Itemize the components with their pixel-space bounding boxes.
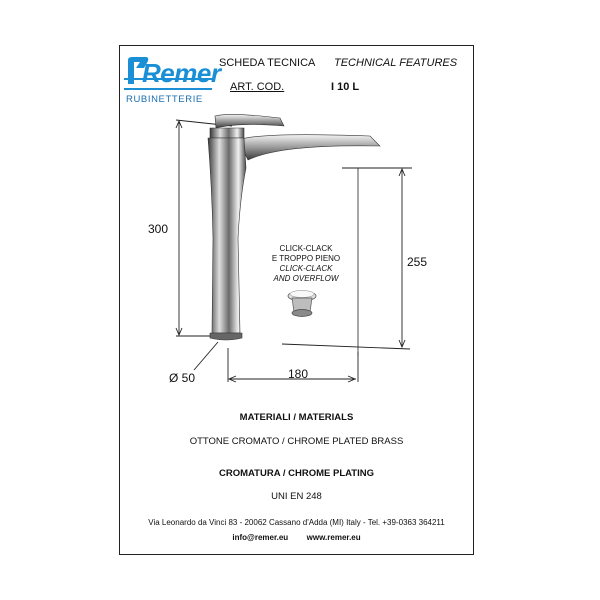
note-it-line-2: E TROPPO PIENO [271, 254, 341, 263]
diameter-label: Ø 50 [169, 371, 196, 385]
logo-rule-bottom [124, 88, 212, 90]
materials-title: MATERIALI / MATERIALS [239, 412, 354, 423]
footer-website[interactable]: www.remer.eu [306, 533, 361, 542]
height-spout-label: 255 [407, 255, 428, 269]
logo-word: Remer [142, 58, 221, 88]
footer-email[interactable]: info@remer.eu [232, 533, 289, 542]
footer-contacts [120, 533, 473, 542]
click-clack-drain-icon [288, 291, 316, 317]
note-it-line-1: CLICK-CLACK [279, 244, 333, 253]
plating-title: CROMATURA / CHROME PLATING [219, 468, 374, 479]
technical-sheet [119, 45, 474, 555]
header-scheda: SCHEDA TECNICA [219, 57, 316, 69]
header-art-code: I 10 L [331, 81, 360, 93]
brand-logo [124, 54, 221, 116]
click-clack-note [256, 244, 356, 284]
reach-label: 180 [288, 367, 309, 381]
header-art-label: ART. COD. [230, 81, 285, 93]
header-technical: TECHNICAL FEATURES [334, 57, 458, 69]
note-en-line-1: CLICK-CLACK [279, 264, 333, 273]
materials-value: OTTONE CROMATO / CHROME PLATED BRASS [189, 436, 404, 447]
height-total-label: 300 [148, 222, 169, 236]
diameter-leader [194, 342, 218, 370]
plating-value: UNI EN 248 [271, 491, 322, 502]
footer-address: Via Leonardo da Vinci 83 - 20062 Cassano d'Adda (MI) Italy - Tel. +39-0363 364211 [148, 518, 445, 527]
note-en-line-2: AND OVERFLOW [273, 274, 339, 283]
logo-subtitle: RUBINETTERIE [126, 94, 203, 105]
